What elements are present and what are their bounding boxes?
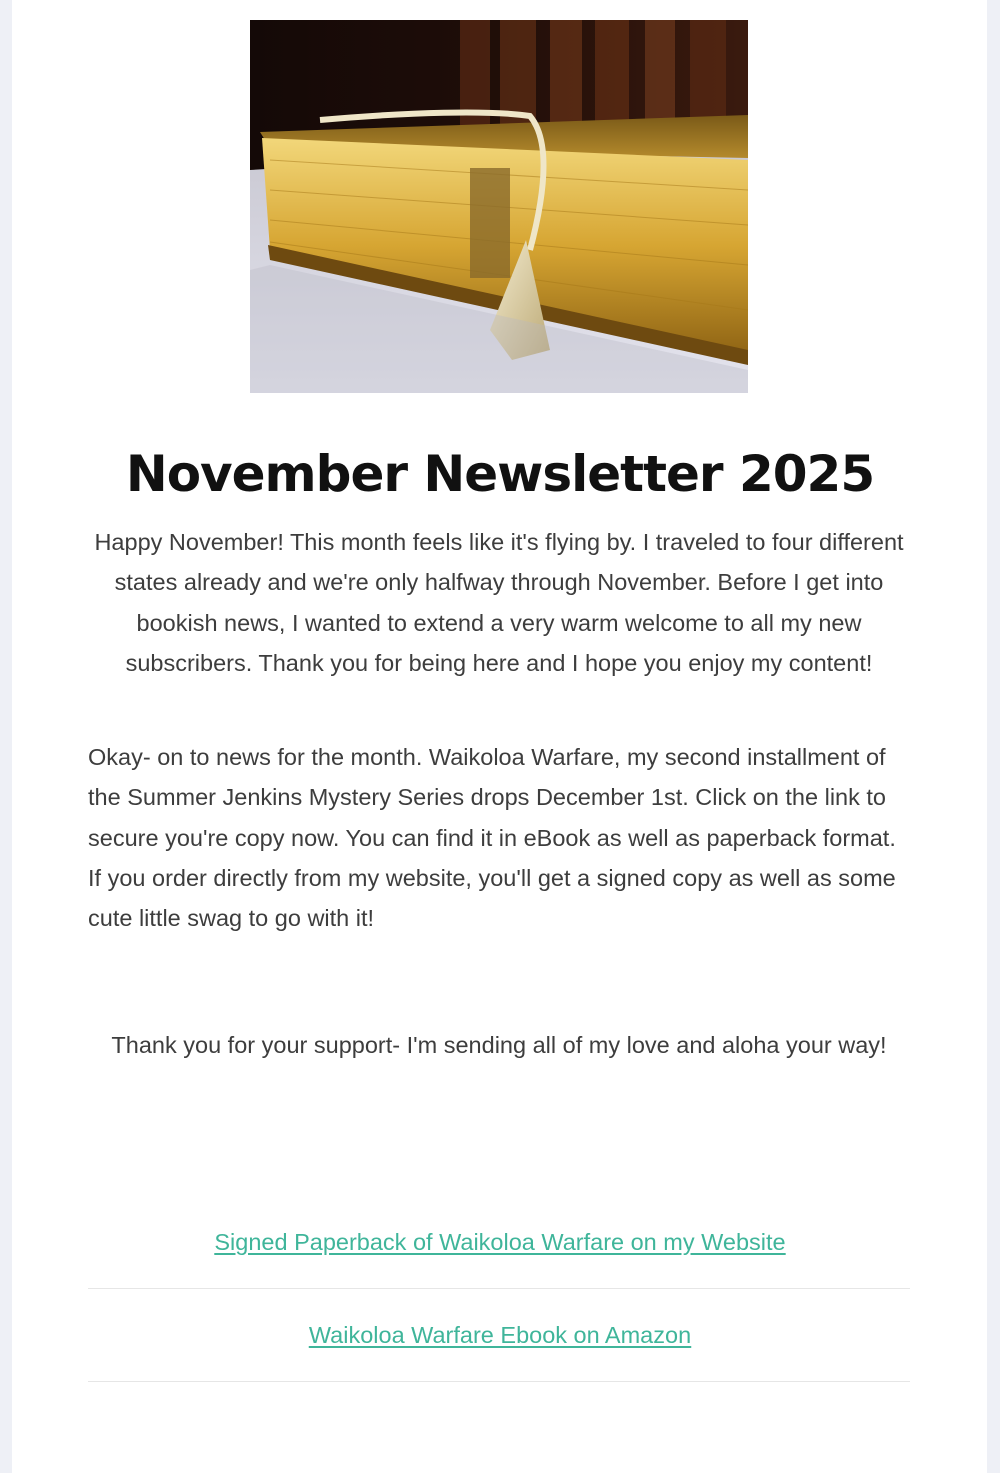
amazon-ebook-link[interactable]: Waikoloa Warfare Ebook on Amazon: [308, 1322, 692, 1348]
signed-paperback-link[interactable]: Signed Paperback of Waikoloa Warfare on my Website: [214, 1229, 786, 1255]
hero-book-image: [250, 20, 748, 393]
intro-paragraph: Happy November! This month feels like it's flying by. I traveled to four different states already and we're only halfway through November. Before I get into bookish news, I wanted to extend a very warm welcome to all my new subscribers. Thank you for being here and I hope you enjoy my content!: [94, 529, 904, 676]
news-paragraph: Okay- on to news for the month. Waikoloa Warfare, my second installment of the Summer Jenkins Mystery Series drops December 1st. Click on the link to secure you're copy now. You can find it in eBook as well as paperback format. If you order directly from my website, you'll get a signed copy as well as some cute little swag to go with it!: [88, 744, 896, 932]
newsletter-title: November Newsletter 2025: [125, 445, 875, 503]
amazon-link-row: [0, 1319, 1000, 1351]
website-link-row: [0, 1226, 1000, 1258]
divider: [88, 1381, 910, 1382]
closing-paragraph: Thank you for your support- I'm sending all of my love and aloha your way!: [111, 1032, 887, 1058]
divider: [88, 1288, 910, 1289]
